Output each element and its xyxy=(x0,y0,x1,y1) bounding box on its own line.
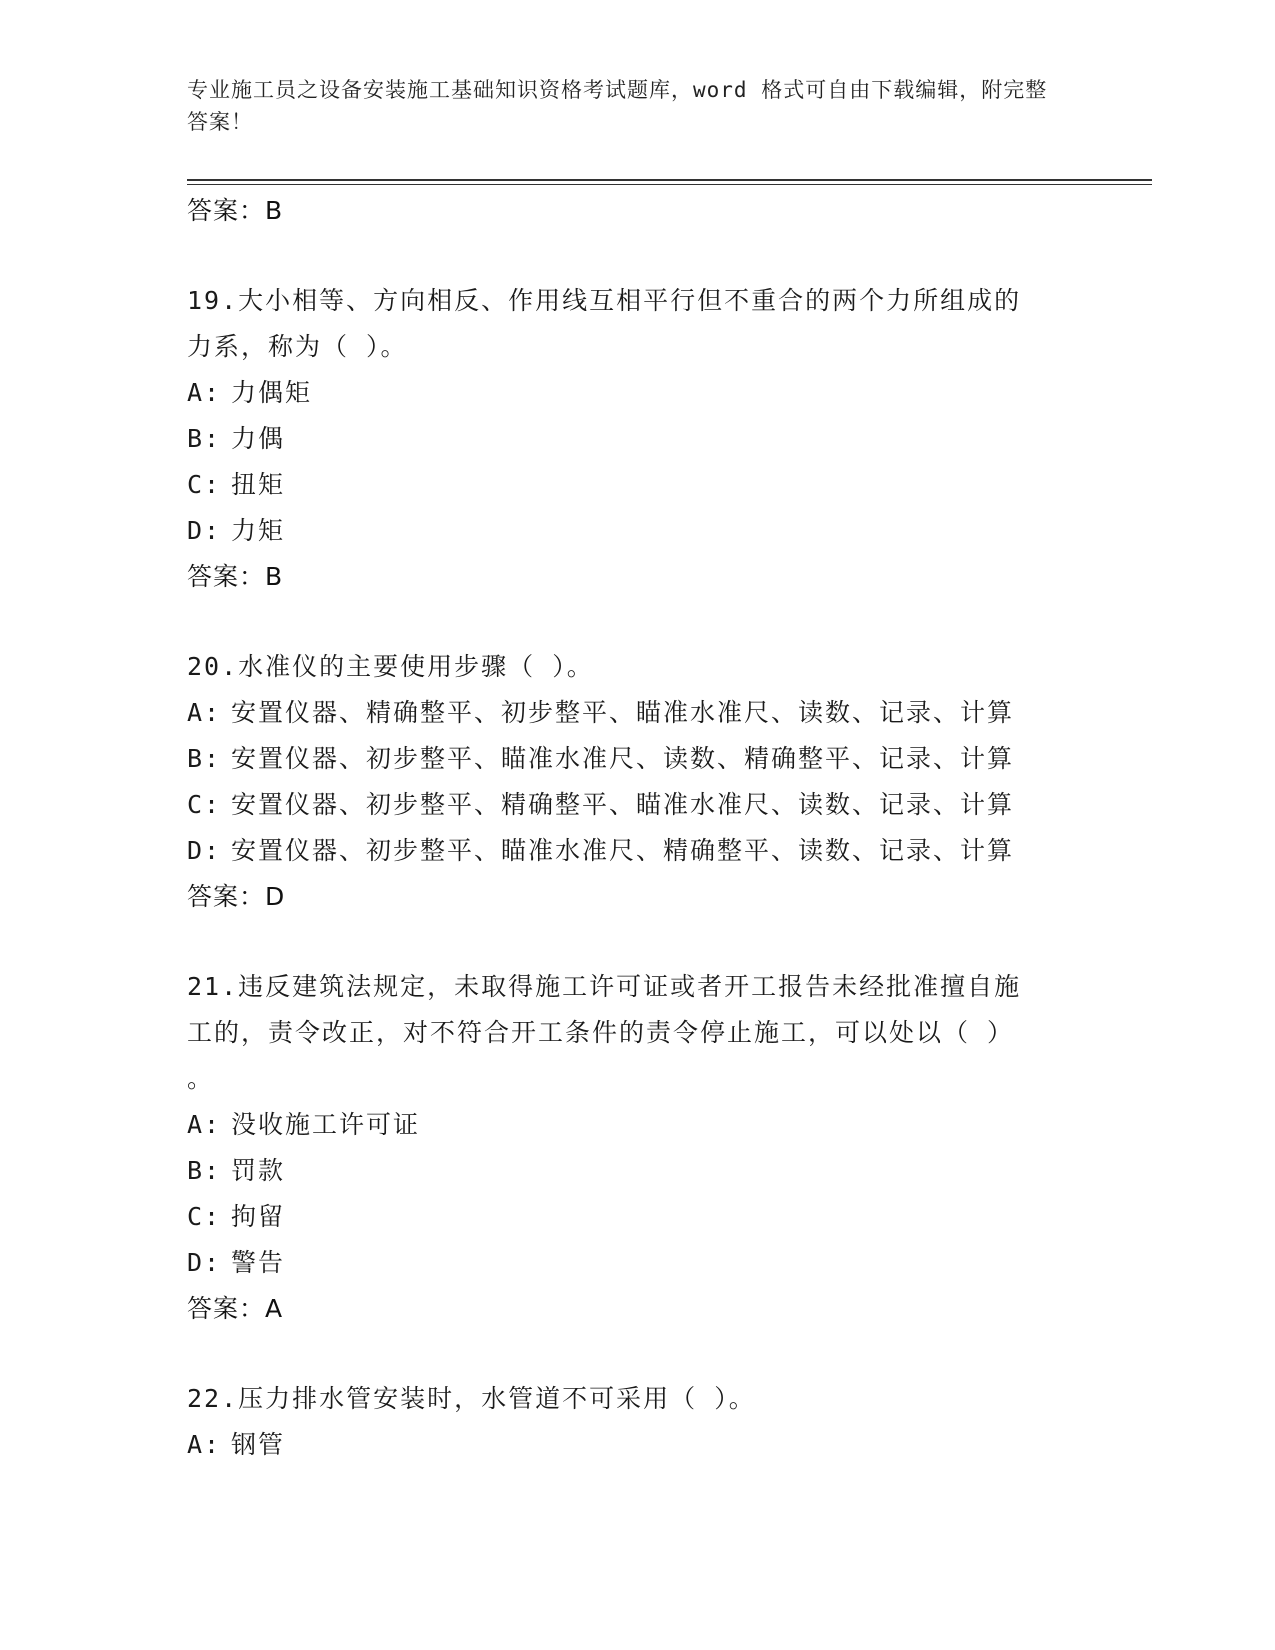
option-c xyxy=(187,1194,1087,1240)
option-key: A: xyxy=(187,378,222,407)
option-text: 拘留 xyxy=(231,1202,286,1231)
option-key: A: xyxy=(187,1430,222,1459)
option-text: 安置仪器、初步整平、瞄准水准尺、精确整平、读数、记录、计算 xyxy=(231,836,1015,865)
question-title-line: 工的，责令改正，对不符合开工条件的责令停止施工，可以处以（ ） xyxy=(187,1018,1015,1047)
question-title-line: 。 xyxy=(187,1064,215,1093)
option-c xyxy=(187,782,1087,828)
option-b xyxy=(187,1148,1087,1194)
question-answer: 答案：D xyxy=(187,882,286,911)
question-title-line: 力系，称为（ ）。 xyxy=(187,332,408,361)
option-b xyxy=(187,736,1087,782)
question-title-line: 20.水准仪的主要使用步骤（ ）。 xyxy=(187,652,594,681)
option-text: 力偶 xyxy=(231,424,286,453)
spacer xyxy=(187,920,1087,964)
option-text: 力偶矩 xyxy=(231,378,313,407)
question-title-line: 21.违反建筑法规定，未取得施工许可证或者开工报告未经批准擅自施 xyxy=(187,972,1022,1001)
option-key: B: xyxy=(187,1156,222,1185)
option-a xyxy=(187,1102,1087,1148)
option-key: B: xyxy=(187,424,222,453)
header-divider-thick xyxy=(187,179,1152,181)
option-key: B: xyxy=(187,744,222,773)
option-text: 罚款 xyxy=(231,1156,286,1185)
previous-answer: 答案：B xyxy=(187,196,284,225)
option-a xyxy=(187,690,1087,736)
option-a xyxy=(187,370,1087,416)
question-title-line: 19.大小相等、方向相反、作用线互相平行但不重合的两个力所组成的 xyxy=(187,286,1022,315)
question-block xyxy=(187,1376,1087,1468)
option-text: 安置仪器、初步整平、瞄准水准尺、读数、精确整平、记录、计算 xyxy=(231,744,1015,773)
option-text: 力矩 xyxy=(231,516,286,545)
option-text: 安置仪器、精确整平、初步整平、瞄准水准尺、读数、记录、计算 xyxy=(231,698,1015,727)
option-d xyxy=(187,508,1087,554)
option-text: 钢管 xyxy=(231,1430,286,1459)
question-answer: 答案：B xyxy=(187,562,284,591)
option-text: 警告 xyxy=(231,1248,286,1277)
option-key: D: xyxy=(187,516,222,545)
question-answer: 答案：A xyxy=(187,1294,284,1323)
spacer xyxy=(187,1332,1087,1376)
question-list xyxy=(187,188,1087,1468)
option-key: C: xyxy=(187,1202,222,1231)
option-key: C: xyxy=(187,790,222,819)
header-divider-thin xyxy=(187,184,1152,185)
option-key: D: xyxy=(187,1248,222,1277)
option-key: A: xyxy=(187,1110,222,1139)
question-block xyxy=(187,278,1087,600)
option-d xyxy=(187,828,1087,874)
question-block xyxy=(187,644,1087,920)
option-a xyxy=(187,1422,1087,1468)
option-d xyxy=(187,1240,1087,1286)
spacer xyxy=(187,234,1087,278)
option-key: D: xyxy=(187,836,222,865)
option-text: 没收施工许可证 xyxy=(231,1110,421,1139)
option-c xyxy=(187,462,1087,508)
question-block xyxy=(187,964,1087,1332)
document-header: 专业施工员之设备安装施工基础知识资格考试题库，word 格式可自由下载编辑，附完整答案！ xyxy=(187,78,1048,134)
option-text: 扭矩 xyxy=(231,470,286,499)
option-text: 安置仪器、初步整平、精确整平、瞄准水准尺、读数、记录、计算 xyxy=(231,790,1015,819)
option-key: C: xyxy=(187,470,222,499)
spacer xyxy=(187,600,1087,644)
question-title-line: 22.压力排水管安装时，水管道不可采用（ ）。 xyxy=(187,1384,756,1413)
option-key: A: xyxy=(187,698,222,727)
option-b xyxy=(187,416,1087,462)
